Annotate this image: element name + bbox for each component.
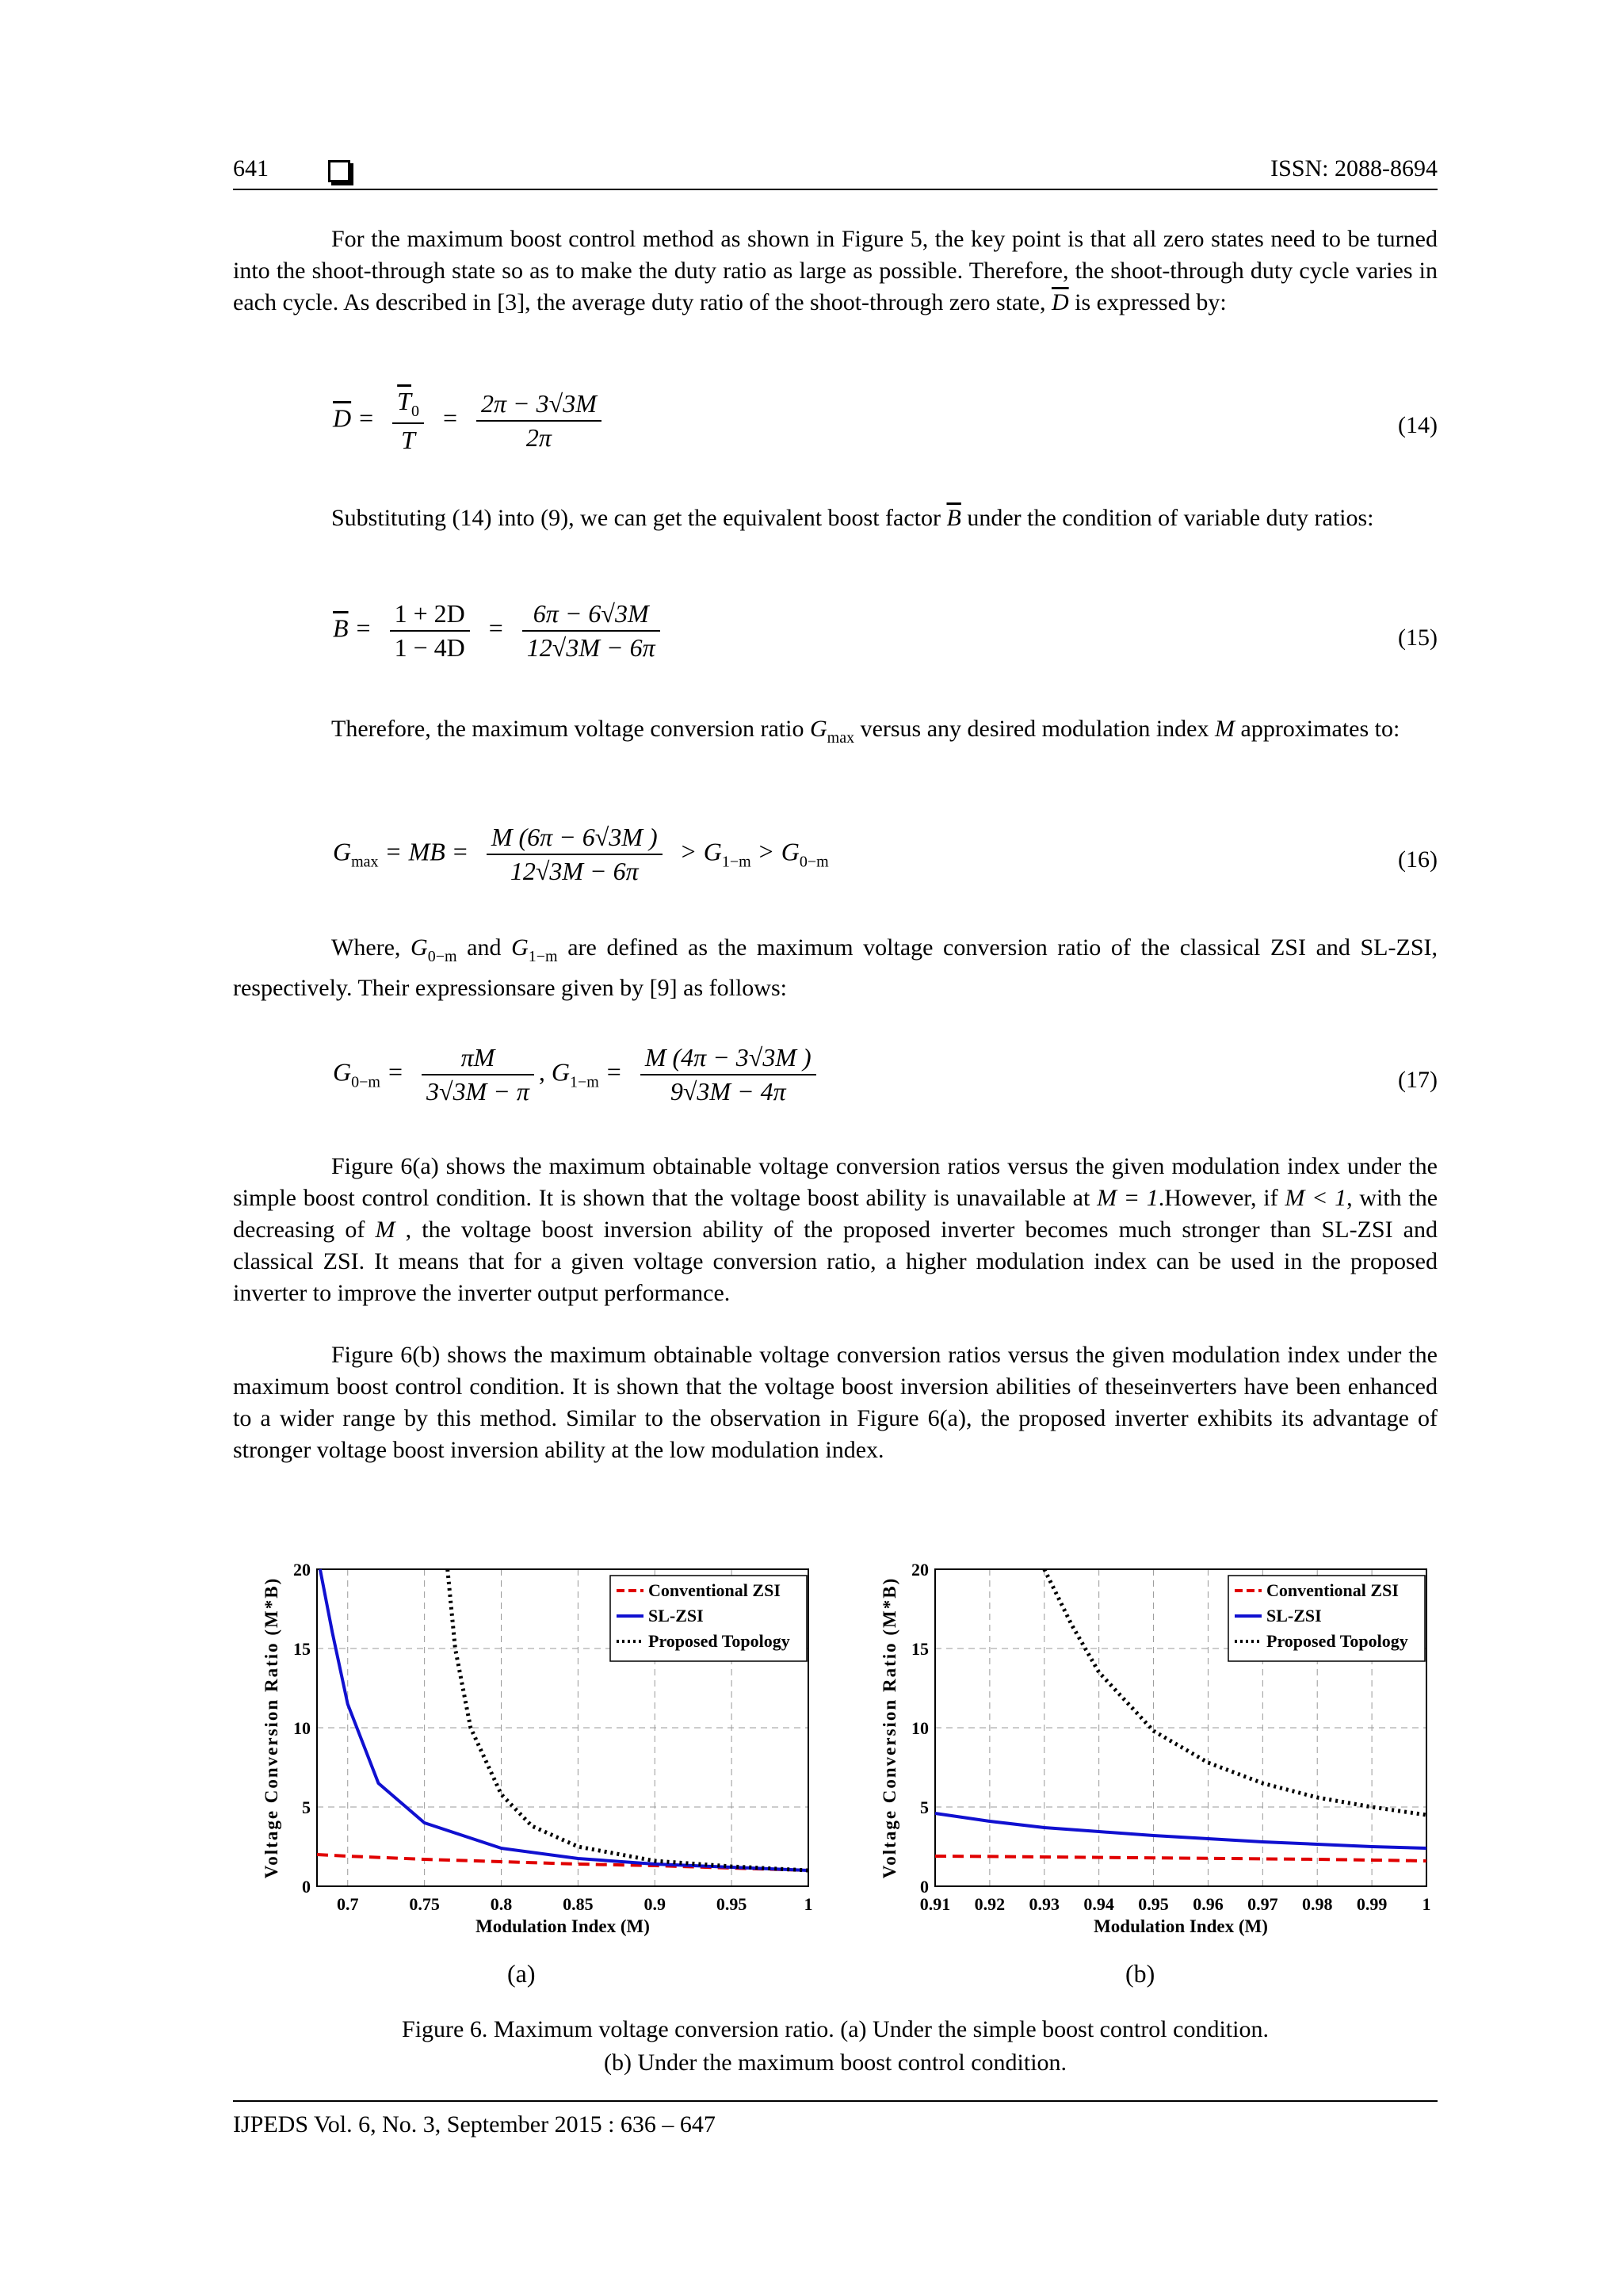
paragraph-3: Therefore, the maximum voltage conversion ratio $G_{max}$ versus any desired modulation index M approximates to: (331, 716, 1400, 747)
x-tick-label: 0.85 (563, 1894, 594, 1914)
paragraph-1: For the maximum boost control method as shown in Figure 5, the key point is that all zero states need to be turned into the shoot-through state so as to make the duty ratio as large as possible. Therefore, the shoot-through duty cycle varies in each cycle. As described in [3], the average duty ratio of the shoot-through zero state, $\overline{D}$ is expressed by: (233, 226, 1438, 315)
x-tick-label: 0.93 (1029, 1894, 1060, 1914)
x-tick-label: 0.97 (1247, 1894, 1278, 1914)
y-axis-label: Voltage Conversion Ratio (M*B) (262, 1576, 281, 1879)
header-rule (233, 189, 1438, 190)
equation-17: $G_{0-m}$ = $\frac{\pi M}{3√3M - \pi}$ , $G_{1-m}$ = $\frac{M (4\pi - 3√3M )}{9√3M - 4\pi}$ (333, 1043, 821, 1106)
equation-16: $G_{max}$ = MB = $\frac{M (6\pi - 6√3M )}{12√3M - 6\pi}$ > $G_{1-m} > G_{0-m}$ (333, 823, 829, 885)
y-axis-label: Voltage Conversion Ratio (M*B) (880, 1576, 899, 1879)
footer: IJPEDS Vol. 6, No. 3, September 2015 : 636 – 647 (233, 2111, 716, 2137)
x-tick-label: 0.99 (1356, 1894, 1388, 1914)
figure-caption (233, 2013, 1438, 2080)
x-tick-label: 0.8 (490, 1894, 513, 1914)
legend-label: Proposed Topology (648, 1631, 790, 1651)
paragraph-2: Substituting (14) into (9), we can get the equivalent boost factor $\overline{B}$ under the condition of variable duty ratios: (331, 505, 1374, 531)
x-axis-label: Modulation Index (M) (475, 1916, 650, 1936)
legend-label: SL-ZSI (648, 1606, 704, 1626)
y-tick-label: 0 (920, 1877, 929, 1897)
x-tick-label: 0.91 (919, 1894, 951, 1914)
y-tick-label: 0 (302, 1877, 311, 1897)
box-icon (328, 160, 350, 182)
y-tick-label: 15 (911, 1639, 929, 1659)
paragraph-6: Figure 6(b) shows the maximum obtainable voltage conversion ratios versus the given modulation index under the maximum boost control condition. It is shown that the voltage boost inversion abilities of theseinverters have been enhanced to a wider range by this method. Similar to the observation in Figure 6(a), the proposed inverter exhibits its advantage of stronger voltage boost inversion ability at the low modulation index. (233, 1342, 1438, 1463)
series-line-conventional-zsi (935, 1856, 1426, 1861)
equation-14: $\overline{D}$ = $\frac{\overline{T}_0}{T}$ = $\frac{2\pi - 3√3M}{2\pi}$ (333, 387, 606, 455)
y-tick-label: 10 (293, 1718, 311, 1738)
x-tick-label: 0.94 (1083, 1894, 1114, 1914)
caption-line-2: (b) Under the maximum boost control condition. (603, 2050, 1067, 2076)
paragraph-5: Figure 6(a) shows the maximum obtainable voltage conversion ratios versus the given modulation index under the simple boost control condition. It is shown that the voltage boost ability is unavailable at M = 1.However, if M < 1, with the decreasing of M , the voltage boost inversion ability of the proposed inverter becomes much stronger than SL-ZSI and classical ZSI. It means that for a given voltage conversion ratio, a higher modulation index can be used in the proposed inverter to improve the inverter output performance. (233, 1153, 1438, 1306)
equation-15: $\overline{B}$ = $\frac{1 + 2D}{1 - 4D}$ = $\frac{6\pi - 6√3M}{12√3M - 6\pi}$ (333, 599, 665, 663)
legend-label: SL-ZSI (1266, 1606, 1322, 1626)
x-tick-label: 0.9 (643, 1894, 666, 1914)
figure-label-b: (b) (1125, 1959, 1155, 1988)
chart-b (856, 1553, 1458, 1950)
x-tick-label: 0.96 (1193, 1894, 1224, 1914)
y-tick-label: 20 (293, 1560, 311, 1580)
paragraph-4: Where, $G_{0-m}$ and $G_{1-m}$ are defined as the maximum voltage conversion ratio of the classical ZSI and SL-ZSI, respectively. Their expressionsare given by [9] as follows: (233, 934, 1438, 1001)
equation-15-number: (15) (1398, 625, 1438, 651)
y-tick-label: 10 (911, 1718, 929, 1738)
y-tick-label: 20 (911, 1560, 929, 1580)
y-tick-label: 5 (920, 1797, 929, 1817)
figure-label-a: (a) (507, 1959, 536, 1988)
x-tick-label: 0.7 (337, 1894, 359, 1914)
equation-17-number: (17) (1398, 1067, 1438, 1093)
x-axis-label: Modulation Index (M) (1094, 1916, 1268, 1936)
footer-rule (233, 2100, 1438, 2102)
equation-14-number: (14) (1398, 412, 1438, 438)
legend-label: Proposed Topology (1266, 1631, 1408, 1651)
equation-16-number: (16) (1398, 846, 1438, 873)
legend-label: Conventional ZSI (648, 1580, 781, 1600)
x-tick-label: 0.75 (409, 1894, 440, 1914)
page-number: 641 (233, 155, 269, 181)
caption-line-1: Figure 6. Maximum voltage conversion ratio. (a) Under the simple boost control condition. (402, 2016, 1269, 2042)
x-tick-label: 0.95 (716, 1894, 747, 1914)
series-line-sl-zsi (935, 1813, 1426, 1848)
x-tick-label: 1 (1422, 1894, 1431, 1914)
x-tick-label: 1 (804, 1894, 813, 1914)
chart-a (238, 1553, 840, 1950)
y-tick-label: 5 (302, 1797, 311, 1817)
x-tick-label: 0.98 (1301, 1894, 1333, 1914)
legend-label: Conventional ZSI (1266, 1580, 1399, 1600)
issn: ISSN: 2088-8694 (1270, 155, 1438, 181)
y-tick-label: 15 (293, 1639, 311, 1659)
x-tick-label: 0.92 (974, 1894, 1006, 1914)
x-tick-label: 0.95 (1138, 1894, 1169, 1914)
